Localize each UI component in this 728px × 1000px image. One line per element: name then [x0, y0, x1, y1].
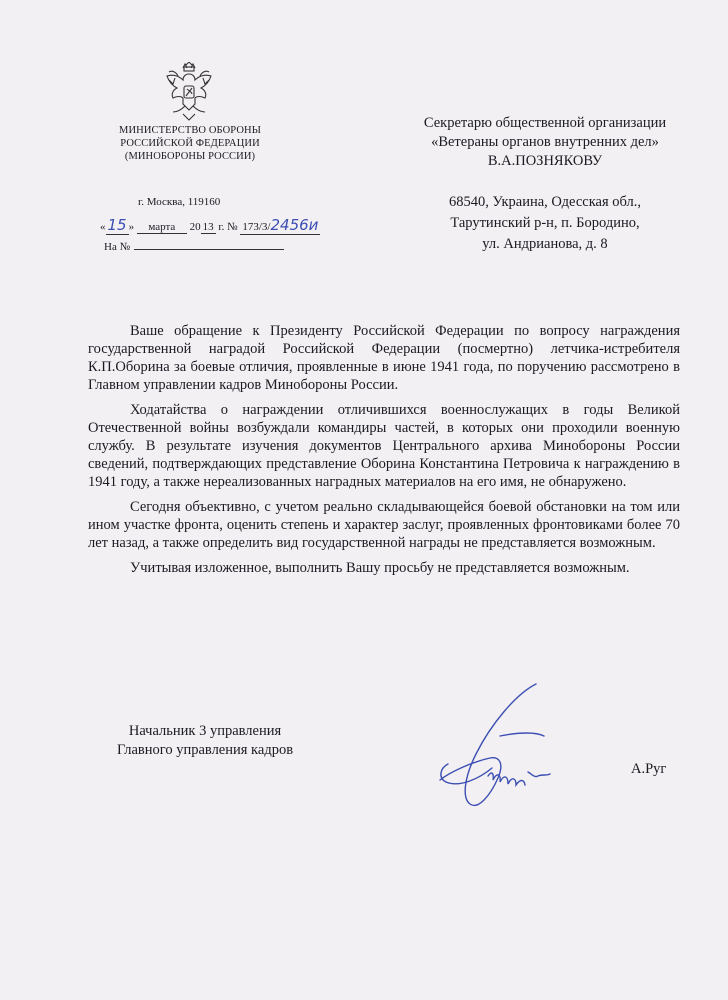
double-headed-eagle-emblem-icon [163, 62, 215, 122]
ministry-name-line2: РОССИЙСКОЙ ФЕДЕРАЦИИ [120, 138, 260, 149]
signer-position-line2: Главного управления кадров [116, 742, 294, 758]
ministry-header [100, 124, 280, 163]
city-postcode: г. Москва, 119160 [138, 196, 221, 208]
body-paragraph-1: Ваше обращение к Президенту Российской Федерации по вопросу награждения государственной наградой Российской Федерации (посмертно) летчика-истребителя К.П.Оборина за боевые отличия, проявленные в июне 1941 года, по поручению рассмотрено в Главном управлении кадров Минобороны России. [88, 323, 680, 393]
ministry-name-line3: (МИНОБОРОНЫ РОССИИ) [124, 151, 256, 162]
signer-position-line1: Начальник 3 управления [128, 723, 282, 739]
recipient-line1: Секретарю общественной организации [423, 115, 667, 131]
ministry-name-line1: МИНИСТЕРСТВО ОБОРОНЫ [119, 125, 261, 136]
reply-reference [104, 240, 284, 253]
recipient-block [388, 114, 702, 171]
date-day-handwritten: 15 [107, 216, 127, 234]
address-block [410, 192, 680, 255]
date-close-quote: » [128, 221, 135, 233]
body-paragraph-4: Учитывая изложенное, выполнить Вашу просьбу не представляется возможным. [130, 560, 630, 576]
date-year-prefix: 20 [189, 221, 201, 233]
handwritten-signature [428, 676, 578, 826]
body-paragraph-3: Сегодня объективно, с учетом реально складывающейся боевой обстановки на том или ином участке фронта, оценить степень и характер заслуг, проявленных фронтовиками более 70 лет назад, а также определить вид государственной награды не представляется возможным. [88, 499, 680, 551]
number-label: г. № [218, 221, 238, 233]
body-paragraph-2: Ходатайства о награждении отличившихся военнослужащих в годы Великой Отечественной войны возбуждали командиры частей, в которых они проходили военную службу. В результате изучения документов Центрального архива Минобороны России сведений, подтверждающих представление Оборина Константина Петровича к награждению в 1941 году, а также нереализованных наградных материалов на его имя, не обнаружено. [88, 402, 680, 490]
date-month: марта [148, 221, 176, 233]
reply-label: На № [104, 241, 131, 253]
reply-number-line [134, 240, 284, 250]
address-line1: 68540, Украина, Одесская обл., [448, 194, 642, 210]
address-line3: ул. Андрианова, д. 8 [482, 236, 608, 252]
signer-position [100, 722, 310, 760]
date-open-quote: « [100, 221, 106, 233]
address-line2: Тарутинский р-н, п. Бородино, [450, 215, 640, 231]
document-number-handwritten: 2456и [270, 216, 319, 234]
recipient-line2: «Ветераны органов внутренних дел» [431, 134, 659, 150]
date-number-line [100, 216, 320, 235]
recipient-name: В.А.ПОЗНЯКОВУ [487, 153, 603, 169]
date-year-suffix: 13 [202, 221, 214, 233]
letter-body [88, 322, 680, 584]
document-number-printed: 173/3/ [242, 221, 271, 233]
signer-name: А.Руг [631, 761, 667, 777]
